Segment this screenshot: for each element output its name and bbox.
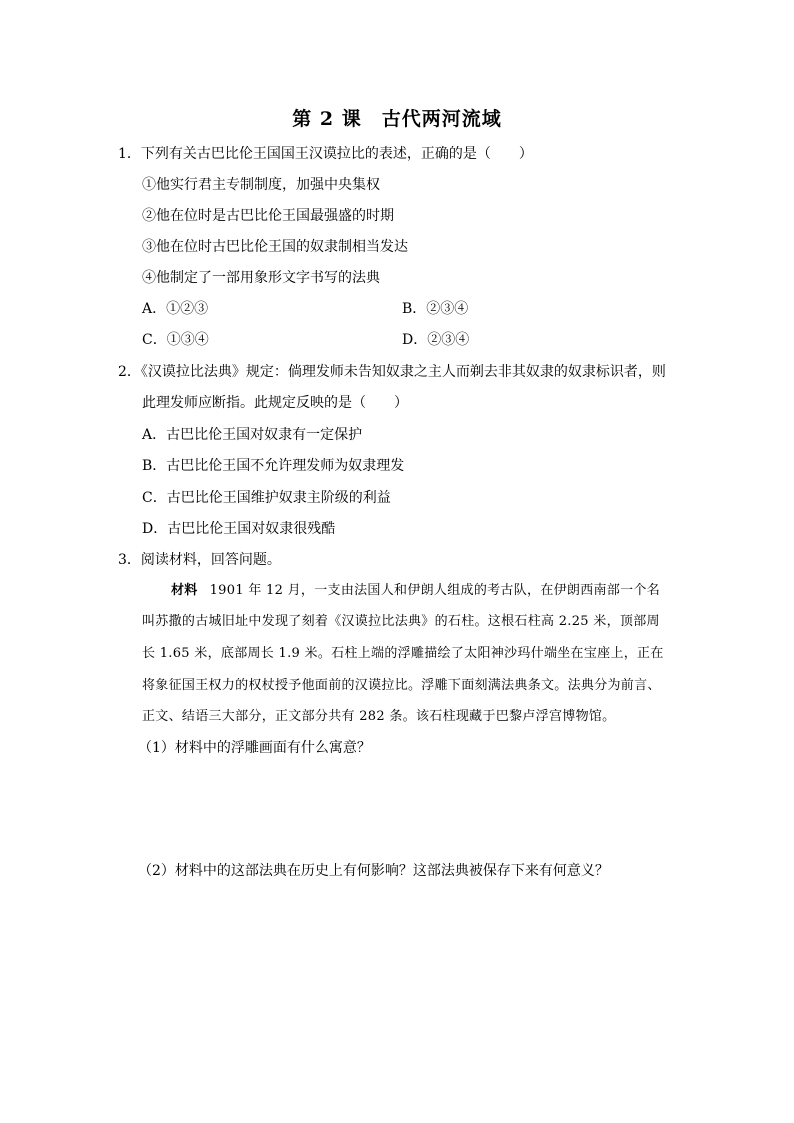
q2-option-c: C．古巴比伦王国维护奴隶主阶级的利益 [142, 490, 391, 506]
material-line-3: 长 1.65 米，底部周长 1.9 米。石柱上端的浮雕描绘了太阳神沙玛什端坐在宝座上，正在 [142, 646, 664, 661]
material-line-2: 叫苏撒的古城旧址中发现了刻着《汉谟拉比法典》的石柱。这根石柱高 2.25 米，顶部周 [142, 614, 660, 629]
q1-option-b: B．②③④ [402, 301, 469, 317]
q1-option-a: A．①②③ [142, 301, 209, 317]
page-title: 第 2 课 古代两河流域 [292, 108, 502, 130]
q2-stem-line2: 此理发师应断指。此规定反映的是（ ） [142, 395, 408, 411]
q3-sub-question-2: （2）材料中的这部法典在历史上有何影响？这部法典被保存下来有何意义？ [138, 863, 609, 879]
q3-stem: 3．阅读材料，回答问题。 [118, 552, 281, 568]
material-line-1 [171, 582, 660, 600]
q1-stem: 1．下列有关古巴比伦王国国王汉谟拉比的表述，正确的是（ ） [118, 146, 533, 162]
q2-option-d: D．古巴比伦王国对奴隶很残酷 [142, 521, 336, 537]
q1-statement-4: ④他制定了一部用象形文字书写的法典 [142, 270, 380, 286]
q2-option-b: B．古巴比伦王国不允许理发师为奴隶理发 [142, 458, 405, 474]
material-line-4: 将象征国王权力的权杖授予他面前的汉谟拉比。浮雕下面刻满法典条文。法典分为前言、 [142, 678, 661, 693]
material-text-1: 1901 年 12 月，一支由法国人和伊朗人组成的考古队，在伊朗西南部一个名 [209, 583, 661, 598]
q1-statement-2: ②他在位时是古巴比伦王国最强盛的时期 [142, 208, 394, 224]
q2-stem-line1: 2．《汉谟拉比法典》规定：倘理发师未告知奴隶之主人而剃去非其奴隶的奴隶标识者，则 [118, 364, 666, 380]
q3-sub-question-1: （1）材料中的浮雕画面有什么寓意？ [138, 740, 371, 756]
q1-statement-3: ③他在位时古巴比伦王国的奴隶制相当发达 [142, 239, 408, 255]
q1-option-d: D．②③④ [402, 332, 470, 348]
q1-option-c: C．①③④ [142, 332, 209, 348]
q2-option-a: A．古巴比伦王国对奴隶有一定保护 [142, 427, 363, 443]
material-line-5: 正文、结语三大部分，正文部分共有 282 条。该石柱现藏于巴黎卢浮宫博物馆。 [142, 709, 616, 724]
material-label: 材料 [171, 583, 198, 598]
q1-statement-1: ①他实行君主专制制度，加强中央集权 [142, 177, 380, 193]
